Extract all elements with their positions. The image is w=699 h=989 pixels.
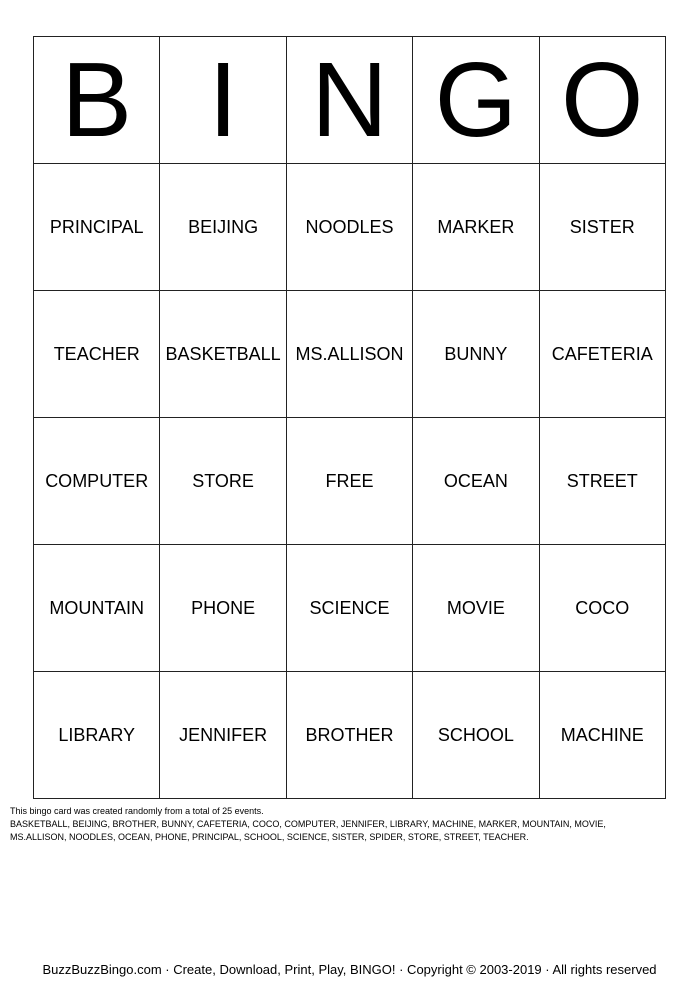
bingo-cell: MOUNTAIN	[34, 545, 160, 672]
bingo-cell: BEIJING	[160, 164, 286, 291]
note-event-list-continued: MS.ALLISON, NOODLES, OCEAN, PHONE, PRINCIPAL, SCHOOL, SCIENCE, SISTER, SPIDER, STORE, STREET, TEACHER.	[10, 832, 529, 842]
bingo-row	[34, 545, 666, 672]
bingo-cell: BASKETBALL	[160, 291, 286, 418]
bingo-cell: STORE	[160, 418, 286, 545]
bingo-card	[33, 36, 666, 799]
bingo-cell: BROTHER	[286, 672, 412, 799]
bingo-cell: LIBRARY	[34, 672, 160, 799]
bingo-cell: SISTER	[539, 164, 665, 291]
bingo-header-row	[34, 37, 666, 164]
bingo-free-cell: FREE	[286, 418, 412, 545]
bingo-cell: TEACHER	[34, 291, 160, 418]
bingo-cell: OCEAN	[413, 418, 539, 545]
bingo-cell: MACHINE	[539, 672, 665, 799]
bingo-cell: CAFETERIA	[539, 291, 665, 418]
bingo-cell: COMPUTER	[34, 418, 160, 545]
header-letter-b: B	[34, 37, 160, 164]
bingo-row	[34, 291, 666, 418]
bingo-cell: MOVIE	[413, 545, 539, 672]
note-summary: This bingo card was created randomly from a total of 25 events.	[10, 806, 264, 816]
bingo-cell: MARKER	[413, 164, 539, 291]
bingo-cell: SCIENCE	[286, 545, 412, 672]
header-letter-g: G	[413, 37, 539, 164]
bingo-row	[34, 672, 666, 799]
bingo-cell: NOODLES	[286, 164, 412, 291]
bingo-row	[34, 418, 666, 545]
header-letter-n: N	[286, 37, 412, 164]
bingo-cell: COCO	[539, 545, 665, 672]
bingo-cell: PHONE	[160, 545, 286, 672]
card-note	[10, 805, 670, 844]
header-letter-i: I	[160, 37, 286, 164]
bingo-cell: PRINCIPAL	[34, 164, 160, 291]
bingo-cell: SCHOOL	[413, 672, 539, 799]
note-event-list: BASKETBALL, BEIJING, BROTHER, BUNNY, CAFETERIA, COCO, COMPUTER, JENNIFER, LIBRARY, MACHINE, MARKER, MOUNTAIN, MOVIE,	[10, 819, 606, 829]
bingo-cell: BUNNY	[413, 291, 539, 418]
bingo-cell: MS.ALLISON	[286, 291, 412, 418]
header-letter-o: O	[539, 37, 665, 164]
bingo-cell: STREET	[539, 418, 665, 545]
bingo-cell: JENNIFER	[160, 672, 286, 799]
page-footer: BuzzBuzzBingo.com · Create, Download, Print, Play, BINGO! · Copyright © 2003-2019 · All rights reserved	[42, 962, 657, 977]
bingo-row	[34, 164, 666, 291]
